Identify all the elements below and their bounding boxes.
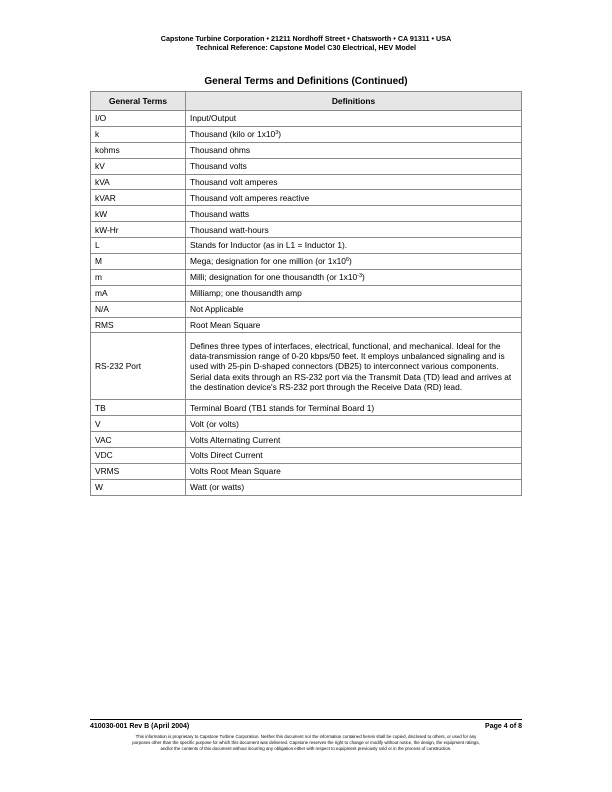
definition-cell: Stands for Inductor (as in L1 = Inductor 1). [186, 238, 522, 254]
term-cell: kohms [91, 142, 186, 158]
table-row [91, 432, 522, 448]
term-cell: kVAR [91, 190, 186, 206]
definition-cell: Thousand volt amperes [186, 174, 522, 190]
term-cell: TB [91, 400, 186, 416]
term-cell: VRMS [91, 464, 186, 480]
table-row [91, 111, 522, 127]
term-cell: VDC [91, 448, 186, 464]
column-header-definitions: Definitions [186, 92, 522, 111]
definition-cell: Defines three types of interfaces, electrical, functional, and mechanical. Ideal for the data-transmission range of 0-20 kbps/50 feet. It employs unbalanced signaling and is used with 25-pin D-shaped connectors (DB25) to interconnect various components. Serial data exits through an RS-232 port via the Transmit Data (TD) lead and arrives at the destination device's RS-232 port through the Receive Data (RD) lead. [186, 333, 522, 400]
term-cell: M [91, 254, 186, 270]
definition-cell: Volt (or volts) [186, 416, 522, 432]
term-cell: kVA [91, 174, 186, 190]
table-row [91, 333, 522, 400]
table-row [91, 174, 522, 190]
term-cell: m [91, 269, 186, 285]
table-row [91, 238, 522, 254]
table-row [91, 301, 522, 317]
term-cell: I/O [91, 111, 186, 127]
term-cell: N/A [91, 301, 186, 317]
table-row [91, 206, 522, 222]
definition-cell: Milliamp; one thousandth amp [186, 285, 522, 301]
definition-cell: Thousand watt-hours [186, 222, 522, 238]
table-row [91, 285, 522, 301]
definition-cell: Watt (or watts) [186, 479, 522, 495]
definition-cell: Input/Output [186, 111, 522, 127]
table-header-row [91, 92, 522, 111]
term-cell: mA [91, 285, 186, 301]
exponent: 3 [275, 130, 279, 137]
term-cell: V [91, 416, 186, 432]
definition-cell [186, 126, 522, 142]
term-cell: k [91, 126, 186, 142]
footer-document-id: 410030-001 Rev B (April 2004) [90, 723, 190, 730]
term-cell: RS-232 Port [91, 333, 186, 400]
term-cell: RMS [91, 317, 186, 333]
footer-divider [90, 719, 522, 720]
definition-text: Mega; designation for one million (or 1x10 [190, 256, 346, 267]
definition-cell [186, 269, 522, 285]
term-cell: kW-Hr [91, 222, 186, 238]
definition-cell: Root Mean Square [186, 317, 522, 333]
section-title: General Terms and Definitions (Continued) [204, 76, 408, 87]
table-row [91, 317, 522, 333]
definition-cell: Volts Root Mean Square [186, 464, 522, 480]
definition-text: Thousand (kilo or 1x10 [190, 129, 276, 140]
table-row [91, 464, 522, 480]
definition-text: Milli; designation for one thousandth (or 1x10 [190, 272, 358, 283]
header-company-line: Capstone Turbine Corporation • 21211 Nordhoff Street • Chatsworth • CA 91311 • USA [160, 34, 452, 43]
definition-text-end: ) [349, 256, 352, 267]
table-row [91, 126, 522, 142]
term-cell: kV [91, 158, 186, 174]
terms-table [90, 91, 522, 496]
table-row [91, 142, 522, 158]
definition-cell: Thousand ohms [186, 142, 522, 158]
footer-page-number: Page 4 of 8 [485, 723, 522, 730]
definition-cell: Thousand volts [186, 158, 522, 174]
table-row [91, 254, 522, 270]
definition-cell: Not Applicable [186, 301, 522, 317]
footer-proprietary-notice [88, 734, 524, 753]
definition-text-end: ) [278, 129, 282, 140]
table-row [91, 269, 522, 285]
table-row [91, 400, 522, 416]
definition-text-end: ) [362, 272, 365, 283]
definition-cell [186, 254, 522, 270]
definition-cell: Thousand volt amperes reactive [186, 190, 522, 206]
exponent: 6 [345, 257, 350, 264]
table-row [91, 479, 522, 495]
table-row [91, 158, 522, 174]
definition-cell: Volts Direct Current [186, 448, 522, 464]
column-header-terms: General Terms [91, 92, 186, 111]
definition-cell: Volts Alternating Current [186, 432, 522, 448]
notice-line: This information is proprietary to Capstone Turbine Corporation. Neither this document nor the information contained herein shall be copied, disclosed to others, or used for any [135, 734, 477, 739]
table-row [91, 416, 522, 432]
table-row [91, 190, 522, 206]
exponent: -3 [357, 273, 363, 280]
definition-cell: Terminal Board (TB1 stands for Terminal Board 1) [186, 400, 522, 416]
term-cell: VAC [91, 432, 186, 448]
term-cell: W [91, 479, 186, 495]
term-cell: L [91, 238, 186, 254]
table-row [91, 448, 522, 464]
page-header [0, 34, 612, 52]
definition-cell: Thousand watts [186, 206, 522, 222]
header-reference-line: Technical Reference: Capstone Model C30 Electrical, HEV Model [196, 43, 416, 52]
notice-line: and/or the contents of this document without incurring any obligation either with respect to equipment previously sold or in the process of construction. [160, 746, 452, 752]
term-cell: kW [91, 206, 186, 222]
notice-line: purposes other than the specific purpose for which this document was delivered. Capstone reserves the right to change or modify without notice, the design, the equipment ratings, [132, 740, 480, 746]
table-row [91, 222, 522, 238]
